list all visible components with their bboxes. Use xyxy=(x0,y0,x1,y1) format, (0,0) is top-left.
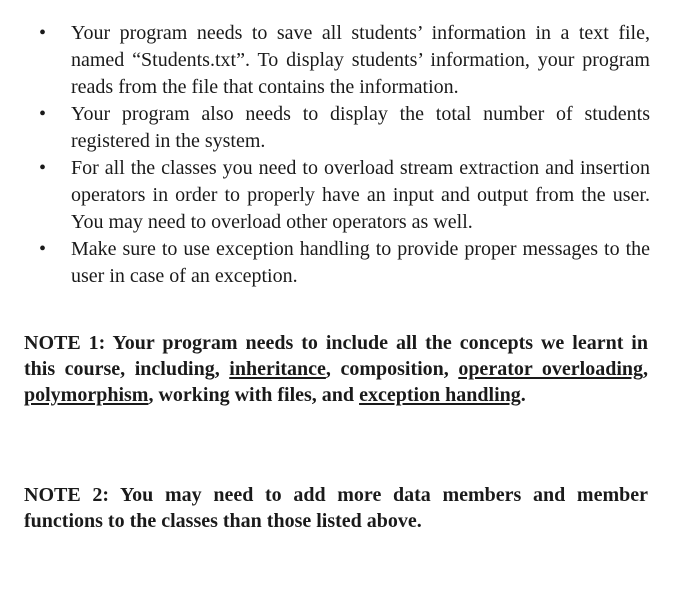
concept-operator-overloading: operator overloading xyxy=(458,358,643,380)
note-1-separator: , working with files, and xyxy=(148,384,360,406)
concept-exception-handling: exception handling xyxy=(359,384,521,406)
bullet-icon: • xyxy=(38,22,46,44)
requirement-text: For all the classes you need to overload stream extraction and insertion operators in order to properly have an input and output from the user. You may need to overload other operators as well. xyxy=(71,157,650,233)
requirements-list xyxy=(24,20,650,290)
list-item xyxy=(24,236,650,290)
note-1-suffix: . xyxy=(520,384,526,406)
note-1-separator: , composition, xyxy=(325,358,459,380)
bullet-icon: • xyxy=(38,238,46,260)
bullet-icon: • xyxy=(38,103,46,125)
list-item xyxy=(24,20,650,101)
note-1-separator: , xyxy=(643,358,648,380)
note-1 xyxy=(24,330,648,408)
requirement-text: Your program also needs to display the total number of students registered in the system. xyxy=(71,103,650,152)
bullet-icon: • xyxy=(38,157,46,179)
concept-inheritance: inheritance xyxy=(229,358,326,380)
note-2: NOTE 2: You may need to add more data members and member functions to the classes than those listed above. xyxy=(24,484,648,532)
concept-polymorphism: polymorphism xyxy=(24,384,149,406)
list-item xyxy=(24,101,650,155)
note-1-prefix: NOTE 1: Your program needs to include all the concepts we learnt in this course, including, xyxy=(24,332,648,380)
list-item xyxy=(24,155,650,236)
requirement-text: Your program needs to save all students’ information in a text file, named “Students.txt”. To display students’ information, your program reads from the file that contains the information. xyxy=(71,22,650,98)
requirement-text: Make sure to use exception handling to provide proper messages to the user in case of an exception. xyxy=(71,238,650,287)
